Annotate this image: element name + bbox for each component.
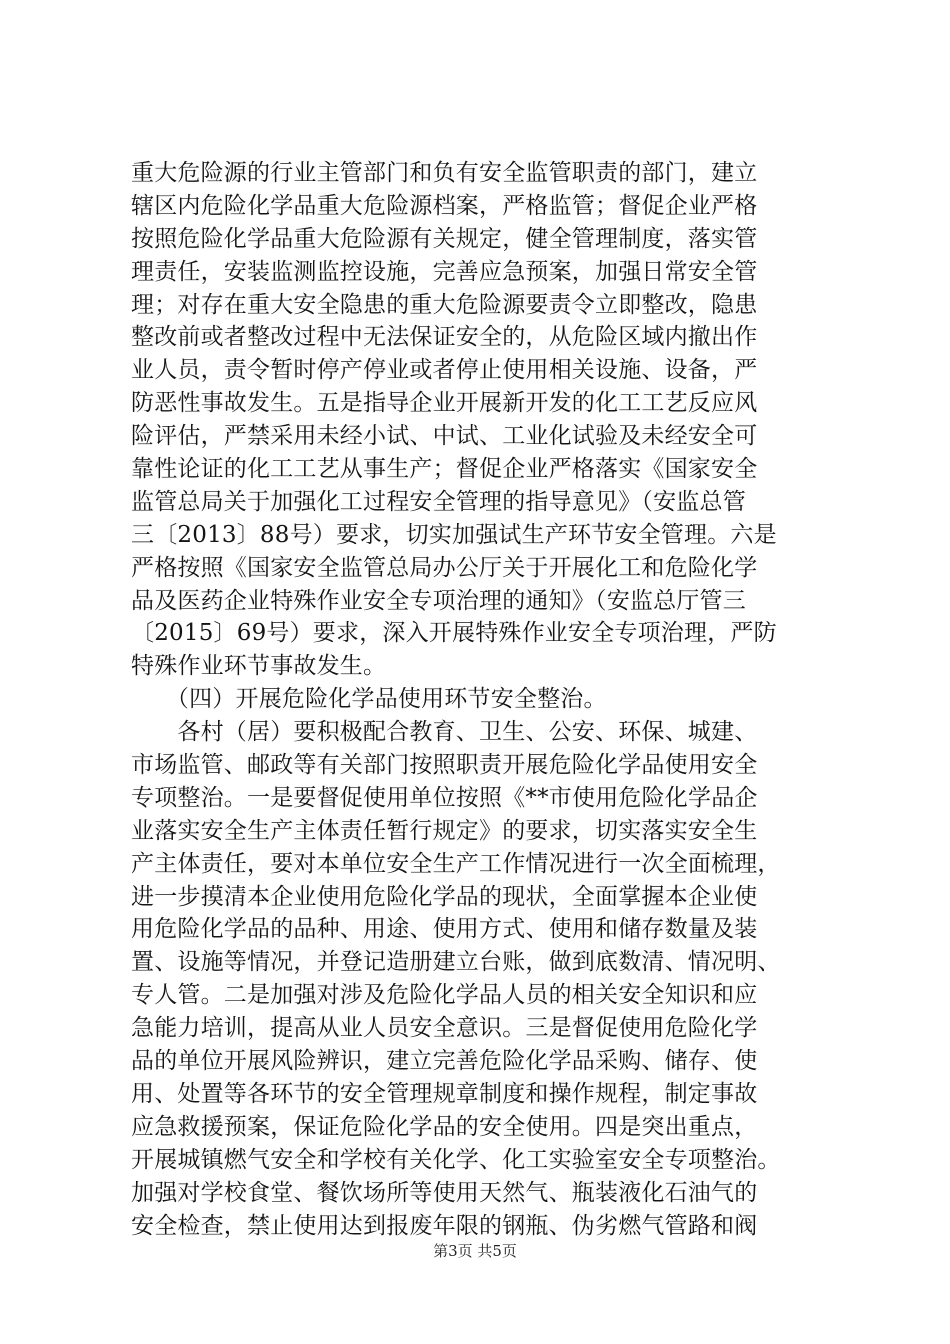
text-line: 开展城镇燃气安全和学校有关化学、化工实验室安全专项整治。 <box>131 1146 781 1173</box>
text-line: 用、处置等各环节的安全管理规章制度和操作规程，制定事故 <box>131 1080 758 1107</box>
body-text <box>131 157 831 1242</box>
text-line: 进一步摸清本企业使用危险化学品的现状，全面掌握本企业使 <box>131 883 758 910</box>
text-line: 靠性论证的化工工艺从事生产；督促企业严格落实《国家安全 <box>131 456 758 483</box>
text-line: 专人管。二是加强对涉及危险化学品人员的相关安全知识和应 <box>131 982 758 1009</box>
text-line: 加强对学校食堂、餐饮场所等使用天然气、瓶装液化石油气的 <box>131 1179 758 1206</box>
text-line: 整改前或者整改过程中无法保证安全的，从危险区域内撤出作 <box>131 324 758 351</box>
text-line: 置、设施等情况，并登记造册建立台账，做到底数清、情况明、 <box>131 949 781 976</box>
text-line: 产主体责任，要对本单位安全生产工作情况进行一次全面梳理， <box>131 850 781 877</box>
text-line: 各村（居）要积极配合教育、卫生、公安、环保、城建、 <box>131 719 758 746</box>
text-line: 防恶性事故发生。五是指导企业开展新开发的化工工艺反应风 <box>131 390 758 417</box>
text-line: 专项整治。一是要督促使用单位按照《**市使用危险化学品企 <box>131 784 758 811</box>
page-number-footer: 第3页 共5页 <box>433 1242 517 1260</box>
text-line: 安全检查，禁止使用达到报废年限的钢瓶、伪劣燃气管路和阀 <box>131 1212 758 1239</box>
text-line: 〔2015〕69号）要求，深入开展特殊作业安全专项治理，严防 <box>131 620 777 647</box>
text-line: 品的单位开展风险辨识，建立完善危险化学品采购、储存、使 <box>131 1048 758 1075</box>
text-line: 险评估，严禁采用未经小试、中试、工业化试验及未经安全可 <box>131 423 758 450</box>
text-line: 监管总局关于加强化工过程安全管理的指导意见》（安监总管 <box>131 488 746 515</box>
text-line: 特殊作业环节事故发生。 <box>131 653 387 680</box>
text-line: 业落实安全生产主体责任暂行规定》的要求，切实落实安全生 <box>131 817 758 844</box>
text-line: 应急救援预案，保证危险化学品的安全使用。四是突出重点， <box>131 1113 758 1140</box>
text-line: 辖区内危险化学品重大危险源档案，严格监管；督促企业严格 <box>131 192 758 219</box>
text-line: 三〔2013〕88号）要求，切实加强试生产环节安全管理。六是 <box>131 521 777 548</box>
text-line: 市场监管、邮政等有关部门按照职责开展危险化学品使用安全 <box>131 752 758 779</box>
text-line: 业人员，责令暂时停产停业或者停止使用相关设施、设备，严 <box>131 357 758 384</box>
text-line: 按照危险化学品重大危险源有关规定，健全管理制度，落实管 <box>131 225 758 252</box>
text-line: 严格按照《国家安全监管总局办公厅关于开展化工和危险化学 <box>131 554 758 581</box>
text-line: 用危险化学品的品种、用途、使用方式、使用和储存数量及装 <box>131 916 758 943</box>
section-heading: （四）开展危险化学品使用环节安全整治。 <box>131 686 607 713</box>
text-line: 品及医药企业特殊作业安全专项治理的通知》（安监总厅管三 <box>131 587 746 614</box>
text-line: 急能力培训，提高从业人员安全意识。三是督促使用危险化学 <box>131 1015 758 1042</box>
text-line: 理责任，安装监测监控设施，完善应急预案，加强日常安全管 <box>131 258 758 285</box>
text-line: 理；对存在重大安全隐患的重大危险源要责令立即整改，隐患 <box>131 291 758 318</box>
text-line: 重大危险源的行业主管部门和负有安全监管职责的部门，建立 <box>131 160 758 186</box>
